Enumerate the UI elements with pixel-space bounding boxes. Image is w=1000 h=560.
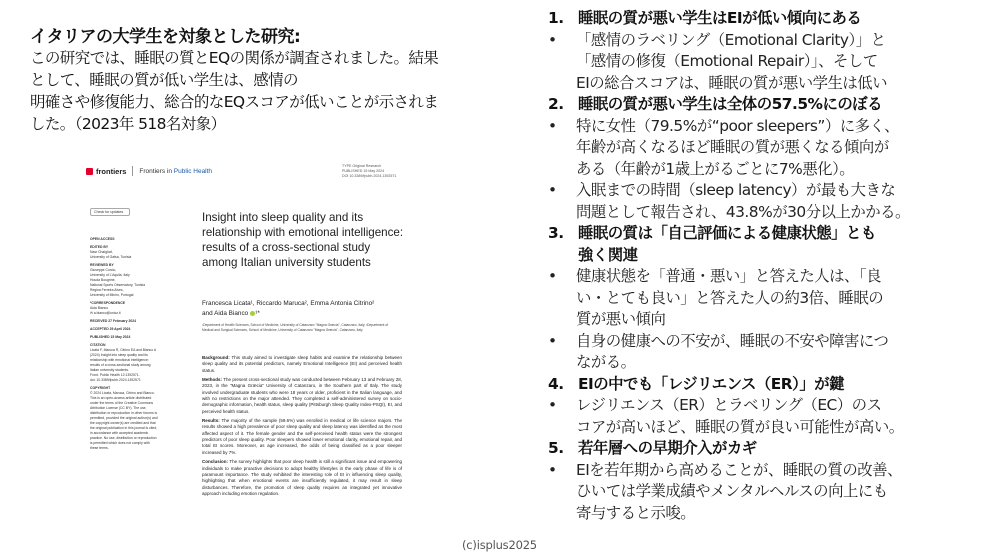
point-bullet: [548, 331, 993, 374]
bullet-dot: •: [548, 267, 557, 285]
bullet-text: [576, 460, 993, 525]
abstract-text: The survey highlights that poor sleep health is still a significant issue and empowering individuals to make proactive decisions to adopt healthy lifestyles in the early phase of life is of paramount importance. The study exhibited the interesting role of EI in influencing sleep quality, highlighting that when emotional events are insufficiently regulated, it may result in sleep disturbances. Therefore, the promotion of sleep quality requires an integrated yet innovative approach including emotion regulation.: [202, 459, 402, 496]
sidebar-section: ACCEPTED 29 April 2024: [90, 327, 131, 331]
check-updates-badge: Check for updates: [90, 208, 130, 216]
bullet-line: 「感情の修復（Emotional Repair）」、そして: [576, 52, 878, 70]
sidebar-line: (2024) Insight into sleep quality and its: [90, 353, 148, 357]
abstract-paragraph: [202, 377, 402, 415]
intro-title: イタリアの大学生を対象とした研究:: [30, 27, 301, 47]
sidebar-section: PUBLISHED 15 May 2024: [90, 335, 131, 339]
sidebar-line: these terms.: [90, 446, 109, 450]
sidebar-line: National Sports Observatory, Tunisia: [90, 283, 145, 287]
abstract-paragraph: [202, 459, 402, 497]
paper-header: [86, 160, 481, 182]
bullet-line: 寄与すると示唆。: [576, 503, 696, 522]
point-number: 3.: [548, 224, 564, 242]
sidebar-line: University of Minho, Portugal: [90, 293, 134, 297]
sidebar-line: Aida Bianco: [90, 306, 109, 310]
bullet-line: 質が悪い傾向: [576, 310, 666, 328]
intro-line: 明確さや修復能力、総合的なEQスコアが低いことが示されま: [30, 93, 439, 111]
abstract-text: The present cross-sectional study was conducted between February 13 and February 28, 2023, in the "Magna Græcia" University of Catanzaro, in the Southern part of Italy. The study involved undergraduate students who were 18 years or older, proficient in the Italian language, and with no restrictions on the major attended. They completed a self-administered survey on socio-demographic information, health status, sleep quality (Pittsburgh Sleep Quality Index-PSQI), EI, and perceived health status.: [202, 377, 402, 414]
sidebar-line: This is an open-access article distributed: [90, 396, 152, 400]
sidebar-line: © 2024 Licata, Maruca, Citrino and Bianco.: [90, 391, 155, 395]
intro-line: この研究では、睡眠の質とEQの関係が調査されました。結果: [30, 49, 439, 67]
sidebar-line: results of a cross-sectional study among: [90, 363, 151, 367]
point-heading-line: 睡眠の質は「自己評価による健康状態」とも: [578, 224, 876, 242]
authors-line: and Aida Bianco: [202, 310, 249, 317]
sidebar-line: University of Gafsa, Tunisia: [90, 255, 132, 259]
bullet-dot: •: [548, 181, 557, 199]
bullet-dot: •: [548, 30, 557, 49]
bullet-line: 自身の健康への不安が、睡眠の不安や障害につ: [576, 331, 889, 350]
bullet-text: [576, 116, 993, 181]
sidebar-line: permitted, provided the original author(s) and: [90, 416, 158, 420]
bullet-text: [576, 331, 993, 374]
point-heading-text: [578, 223, 993, 266]
key-points: [548, 8, 993, 524]
abstract-label: Conclusion:: [202, 459, 228, 465]
point-number: 5.: [548, 439, 564, 457]
bullet-text: [576, 30, 993, 95]
point-heading: [548, 438, 993, 460]
abstract-paragraph: [202, 418, 402, 456]
sidebar-line: practice. No use, distribution or reproduction: [90, 436, 157, 440]
point-heading: [548, 8, 993, 30]
bullet-line: レジリエンス（ER）とラベリング（EC）のス: [576, 396, 882, 414]
sidebar-line: Nasr Chalghaf,: [90, 250, 113, 254]
point-bullet: [548, 395, 993, 438]
point-heading-line: 睡眠の質が悪い学生は全体の57.5%にのぼる: [578, 95, 883, 113]
paper-authors: [202, 299, 402, 319]
journal-title: Public Health: [173, 167, 213, 175]
paper-title: Insight into sleep quality and its relationship with emotional intelligence: results of a cross-sectional study among Italian university students: [202, 211, 404, 269]
sidebar-line: Giuseppe Curcio,: [90, 268, 117, 272]
point-heading-line: 睡眠の質が悪い学生はEIが低い傾向にある: [578, 9, 862, 27]
point-heading-text: [578, 8, 993, 30]
intro-block: [30, 22, 485, 135]
point-bullet: [548, 30, 993, 95]
point-bullet: [548, 460, 993, 525]
bullet-line: コアが高いほど、睡眠の質が良い可能性が高い。: [576, 417, 904, 436]
point-bullet: [548, 266, 993, 331]
journal-name: [139, 168, 212, 175]
bullet-dot: •: [548, 331, 557, 350]
bullet-text: [576, 395, 993, 438]
frontiers-logo: [86, 167, 126, 176]
authors-line-2: [202, 309, 402, 319]
header-divider: [132, 166, 133, 176]
sidebar-line: the original publication in this journal is cited,: [90, 426, 158, 430]
point-heading-line: 若年層への早期介入がカギ: [578, 439, 757, 457]
sidebar-line: University of L'Aquila, Italy: [90, 273, 130, 277]
authors-suffix: ¹*: [255, 310, 260, 317]
bullet-line: ある（年齢が1歳上がるごとに7%悪化）。: [576, 159, 855, 178]
sidebar-line: is permitted which does not comply with: [90, 441, 150, 445]
abstract-text: This study aimed to investigate sleep habits and examine the relationship between sleep quality and its potential predictors, namely Emotional Intelligence (EI) and perceived health status.: [202, 355, 402, 373]
paper-published: PUBLISHED 15 May 2024: [342, 169, 385, 173]
bullet-line: EIを若年期から高めることが、睡眠の質の改善、: [576, 460, 902, 479]
sidebar-line: relationship with emotional intelligence:: [90, 358, 149, 362]
intro-body: [30, 47, 485, 135]
paper-doi: DOI 10.3389/fpubh.2024.1392571: [342, 174, 397, 178]
sidebar-line: the copyright owner(s) are credited and that: [90, 421, 156, 425]
publisher-name: frontiers: [96, 166, 127, 176]
frontiers-logo-icon: [86, 168, 93, 175]
bullet-line: 年齢が高くなるほど睡眠の質が悪くなる傾向が: [576, 138, 889, 156]
point-heading-text: [578, 438, 993, 460]
paper-type: TYPE Original Research: [342, 164, 382, 168]
sidebar-line: Regina Ferreira Alves,: [90, 288, 124, 292]
sidebar-line: Houda Bougrine,: [90, 278, 116, 282]
abstract-text: The majority of the sample (59.6%) was enrolled in medical or life science majors. The results showed a high prevalence of poor sleep quality and sleep latency was identified as the most affected aspect of it. The female gender and the self-perceived health status were the strongest predictors of poor sleep quality. Poor sleepers showed lower emotional clarity, emotional repair, and total EI scores. Moreover, as age increased, the odds of being classified as a poor sleeper increased by 7%.: [202, 418, 402, 455]
bullet-line: 健康状態を「普通・悪い」と答えた人は、「良: [576, 267, 882, 285]
bullet-dot: •: [548, 116, 557, 135]
bullet-line: 特に女性（79.5%が“poor sleepers”）に多く、: [576, 116, 899, 135]
bullet-line: EIの総合スコアは、睡眠の質が悪い学生は低い: [576, 73, 888, 92]
point-bullet: [548, 180, 993, 223]
abstract-label: Results:: [202, 418, 220, 424]
bullet-line: ひいては学業成績やメンタルヘルスの向上にも: [576, 482, 888, 500]
sidebar-section: CITATION: [90, 343, 106, 347]
authors-line: Francesca Licata¹, Riccardo Maruca², Emma Antonia Citrino²: [202, 300, 375, 307]
abstract-label: Methods:: [202, 377, 222, 383]
intro-line: した。（2023年 518名対象）: [30, 115, 226, 133]
sidebar-section: EDITED BY: [90, 245, 109, 249]
bullet-line: 入眠までの時間（sleep latency）が最も大きな: [576, 181, 896, 199]
sidebar-line: Licata F, Maruca R, Citrino EA and Bianco A: [90, 348, 157, 352]
point-number: 4.: [548, 374, 564, 393]
sidebar-section: RECEIVED 27 February 2024: [90, 319, 136, 323]
point-heading-line: 強く関連: [578, 245, 638, 264]
bullet-line: 問題として報告され、43.8%が30分以上かかる。: [576, 202, 910, 221]
point-number: 2.: [548, 95, 564, 113]
sidebar-line: under the terms of the Creative Commons: [90, 401, 154, 405]
sidebar-line: doi: 10.3389/fpubh.2024.1392571: [90, 378, 141, 382]
bullet-line: ながる。: [576, 353, 636, 371]
bullet-line: い・とても良い」と答えた人の約3倍、睡眠の: [576, 288, 884, 307]
sidebar-line: Front. Public Health 12:1392571.: [90, 373, 140, 377]
bullet-line: 「感情のラベリング（Emotional Clarity）」と: [576, 30, 886, 49]
sidebar-line: Attribution License (CC BY). The use,: [90, 406, 147, 410]
sidebar-section: REVIEWED BY: [90, 263, 114, 267]
point-heading-line: EIの中でも「レジリエンス（ER）」が鍵: [578, 374, 844, 393]
bullet-text: [576, 266, 993, 331]
point-bullet: [548, 116, 993, 181]
bullet-text: [576, 180, 993, 223]
bullet-dot: •: [548, 460, 557, 479]
sidebar-section: COPYRIGHT: [90, 386, 111, 390]
sidebar-section: OPEN ACCESS: [90, 237, 115, 241]
point-heading: [548, 223, 993, 266]
sidebar-line: in accordance with accepted academic: [90, 431, 149, 435]
abstract-paragraph: [202, 355, 402, 374]
paper-affiliations: ¹Department of Health Sciences, School of Medicine, University of Catanzaro "Magna Græcia", Catanzaro, Italy, ²Department of Medical and Surgical Sciences, School of Medicine, University of Catanzaro "Magna Græcia", Catanzaro, Italy: [202, 323, 389, 332]
point-heading: [548, 94, 993, 116]
point-heading-text: [578, 374, 993, 396]
intro-line: として、睡眠の質が低い学生は、感情の: [30, 71, 298, 89]
journal-prefix: Frontiers in: [139, 167, 172, 175]
paper-abstract: [202, 355, 402, 500]
point-heading-text: [578, 94, 993, 116]
abstract-label: Background:: [202, 355, 230, 360]
paper-image: [86, 160, 481, 555]
bullet-dot: •: [548, 396, 557, 414]
sidebar-line: Italian university students.: [90, 368, 130, 372]
point-heading: [548, 374, 993, 396]
paper-meta: [342, 164, 396, 179]
sidebar-line: ✉ a.bianco@unicz.it: [90, 311, 121, 315]
sidebar-section: *CORRESPONDENCE: [90, 301, 126, 305]
paper-sidebar: [90, 234, 166, 451]
copyright-text: (c)isplus2025: [462, 538, 537, 552]
sidebar-line: distribution or reproduction in other forums is: [90, 411, 158, 415]
point-number: 1.: [548, 9, 564, 27]
